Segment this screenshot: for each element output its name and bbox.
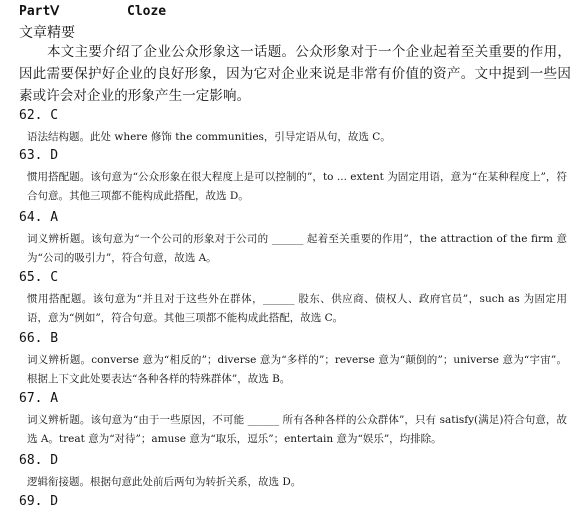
answer-66: 66. B [19,331,59,346]
summary-paragraph: 本文主要介绍了企业公众形象这一话题。公众形象对于一个企业起着至关重要的作用，因此需要保护好企业的良好形象，因为它对企业来说是非常有价值的资产。文中提到一些因素或许会对企业的形象产生一定影响。 [19,44,571,104]
answer-69: 69. D [19,494,59,509]
explanation-65: 惯用搭配题。该句意为“并且对于这些外在群体，______ 股东、供应商、债权人、政府官员”，such as 为固定用语，意为“例如”，符合句意。其他三项都不能构成此搭配，故选 C。 [27,293,567,324]
explanation-62: 语法结构题。此处 where 修饰 the communities，引导定语从句，故选 C。 [27,131,391,143]
explanation-66: 词义辨析题。converse 意为“相反的”；diverse 意为“多样的”；reverse 意为“颠倒的”；universe 意为“宇宙”。根据上下文此处要表达“各种各样的特殊群体”，故选 B。 [27,354,567,385]
answer-67: 67. A [19,391,59,406]
answer-63: 63. D [19,148,59,163]
explanation-67: 词义辨析题。该句意为“由于一些原因，不可能 ______ 所有各种各样的公众群体”，只有 satisfy(满足)符合句意，故选 A。treat 意为“对待”；amuse 意为“取乐，逗乐”；entertain 意为“娱乐”，均排除。 [27,414,567,445]
answer-65: 65. C [19,270,59,285]
answer-68: 68. D [19,453,59,468]
explanation-64: 词义辨析题。该句意为“一个公司的形象对于公司的 ______ 起着至关重要的作用”，the attraction of the firm 意为“公司的吸引力”，符合句意，故选 A。 [27,233,567,264]
part-title: Cloze [127,4,167,19]
explanation-68: 逻辑衔接题。根据句意此处前后两句为转折关系，故选 D。 [27,476,302,488]
answer-64: 64. A [19,210,59,225]
part-label: PartⅤ [19,4,60,19]
part-header [19,4,166,19]
explanation-63: 惯用搭配题。该句意为“公众形象在很大程度上是可以控制的”，to ... extent 为固定用语，意为“在某种程度上”，符合句意。其他三项都不能构成此搭配，故选 D。 [27,171,567,202]
section-title: 文章精要 [19,25,75,41]
answer-62: 62. C [19,108,59,123]
